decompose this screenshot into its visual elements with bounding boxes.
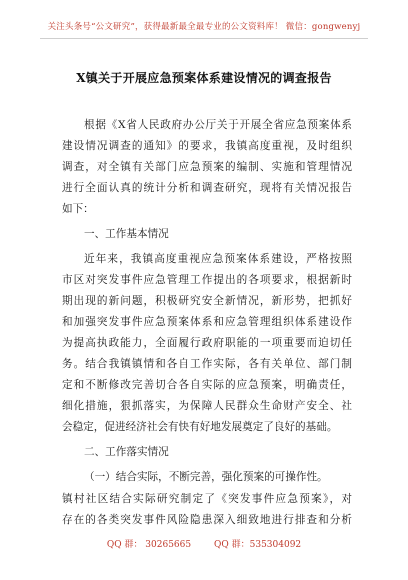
body-line: 务。结合我镇镇情和各自工作实际，各有关单位、部门制 (62, 358, 352, 370)
body-line: 调查，对全镇有关部门应急预案的编制、实施和管理情况 (62, 161, 352, 173)
body-line: 如下： (62, 203, 94, 215)
section-heading: 一、工作基本情况 (84, 228, 169, 240)
body-line: 和加强突发事件应急预案体系和应急管理组织体系建设作 (62, 316, 352, 328)
body-line: 存在的各类突发事件风险隐患深入细致地进行排查和分析 (62, 514, 352, 526)
body-line: 进行全面认真的统计分析和调查研究，现将有关情况报告 (62, 182, 352, 194)
document-title: X镇关于开展应急预案体系建设情况的调查报告 (76, 71, 332, 85)
body-line: 会稳定，促进经济社会有快有好地发展奠定了良好的基础。 (62, 421, 338, 433)
body-line: 细化措施，狠抓落实，为保障人民群众生命财产安全、社 (62, 400, 352, 412)
footer-qq-group-1: QQ 群： 30265665 (106, 540, 192, 550)
body-line: 市区对突发事件应急管理工作提出的各项要求，根据新时 (62, 274, 352, 286)
header-banner: 关注头条号“公文研究”，获得最新最全最专业的公文资料库！ 微信：gongwenyj (47, 22, 361, 32)
body-line: 期出现的新问题，积极研究安全新情况，新形势，把抓好 (62, 295, 352, 307)
subsection-heading: （一）结合实际，不断完善，强化预案的可操作性。 (84, 471, 328, 483)
body-line: 根据《X省人民政府办公厅关于开展全省应急预案体系 (84, 119, 352, 131)
footer-qq-group-2: QQ 群：535304092 (214, 540, 302, 550)
body-line: 定和不断修改完善切合各自实际的应急预案，明确责任， (62, 379, 352, 391)
body-line: 近年来，我镇高度重视应急预案体系建设，严格按照 (84, 253, 352, 265)
header-divider (40, 38, 368, 39)
body-line: 建设情况调查的通知》的要求，我镇高度重视，及时组织 (62, 140, 352, 152)
body-line: 镇村社区结合实际研究制定了《突发事件应急预案》，对 (62, 493, 352, 505)
footer-contact (0, 537, 408, 550)
body-line: 为提高执政能力，全面履行政府职能的一项重要而迫切任 (62, 337, 352, 349)
section-heading: 二、工作落实情况 (84, 446, 169, 458)
